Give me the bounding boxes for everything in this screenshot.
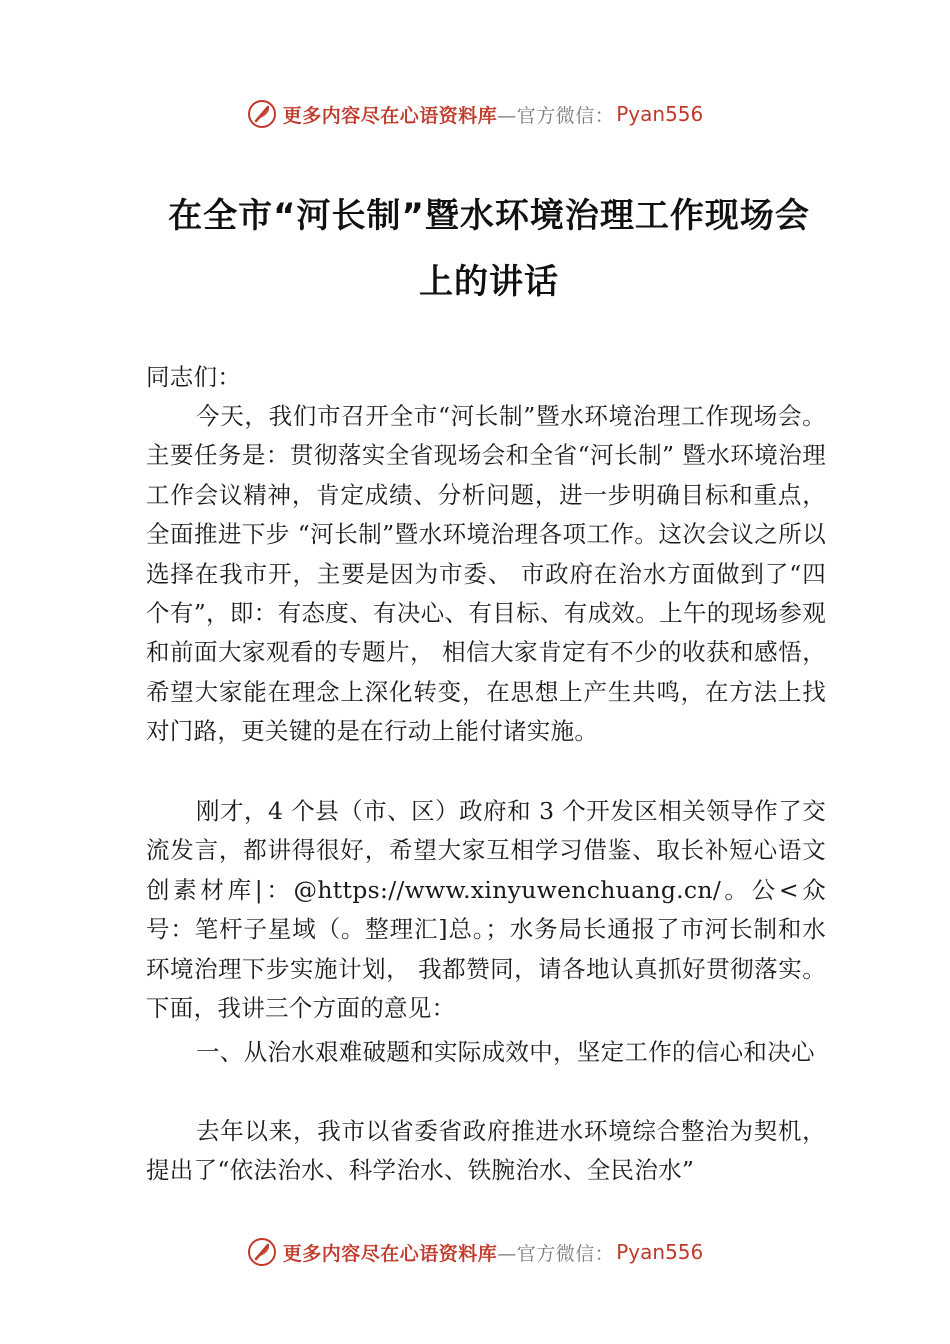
quill-logo-icon (247, 1237, 277, 1267)
watermark-header (0, 94, 950, 134)
document-title-line-1: 在全市“河长制”暨水环境治理工作现场会 (168, 196, 810, 236)
paragraph-2: 刚才，4 个县（市、区）政府和 3 个开发区相关领导作了交流发言，都讲得很好，希望大家互相学习借鉴、取长补短心语文创素材库|：@https://www.xinyuwenchuang.cn/。公<众号：笔杆子星域（。整理汇]总。；水务局长通报了市河长制和水环境治理下步实施计划， 我都赞同，请各地认真抓好贯彻落实。下面，我讲三个方面的意见： (146, 797, 826, 1023)
watermark-footer (0, 1232, 950, 1272)
watermark-wechat-id: Pyan556 (616, 102, 704, 126)
watermark-sub-text: —官方微信： (497, 1242, 615, 1265)
document-title-line-2: 上的讲话 (419, 262, 559, 302)
watermark-sub-text: —官方微信： (497, 104, 615, 127)
section-heading-1: 一、从治水艰难破题和实际成效中，坚定工作的信心和决心 (196, 1038, 815, 1066)
watermark-main-text: 更多内容尽在心语资料库 (282, 1242, 498, 1265)
paragraph-3: 去年以来，我市以省委省政府推进水环境综合整治为契机，提出了“依法治水、科学治水、铁腕治水、全民治水” (146, 1117, 826, 1185)
salutation: 同志们： (146, 363, 242, 391)
quill-logo-icon (247, 99, 277, 129)
watermark-main-text: 更多内容尽在心语资料库 (282, 104, 498, 127)
watermark-wechat-id: Pyan556 (616, 1240, 704, 1264)
paragraph-1: 今天，我们市召开全市“河长制”暨水环境治理工作现场会。主要任务是：贯彻落实全省现场会和全省“河长制” 暨水环境治理工作会议精神，肯定成绩、分析问题，进一步明确目标和重点，全面推进下步 “河长制”暨水环境治理各项工作。这次会议之所以选择在我市开，主要是因为市委、 市政府在治水方面做到了“四个有”，即：有态度、有决心、有目标、有成效。上午的现场参观和前面大家观看的专题片， 相信大家肯定有不少的收获和感悟，希望大家能在理念上深化转变，在思想上产生共鸣，在方法上找对门路，更关键的是在行动上能付诸实施。 (146, 402, 826, 746)
